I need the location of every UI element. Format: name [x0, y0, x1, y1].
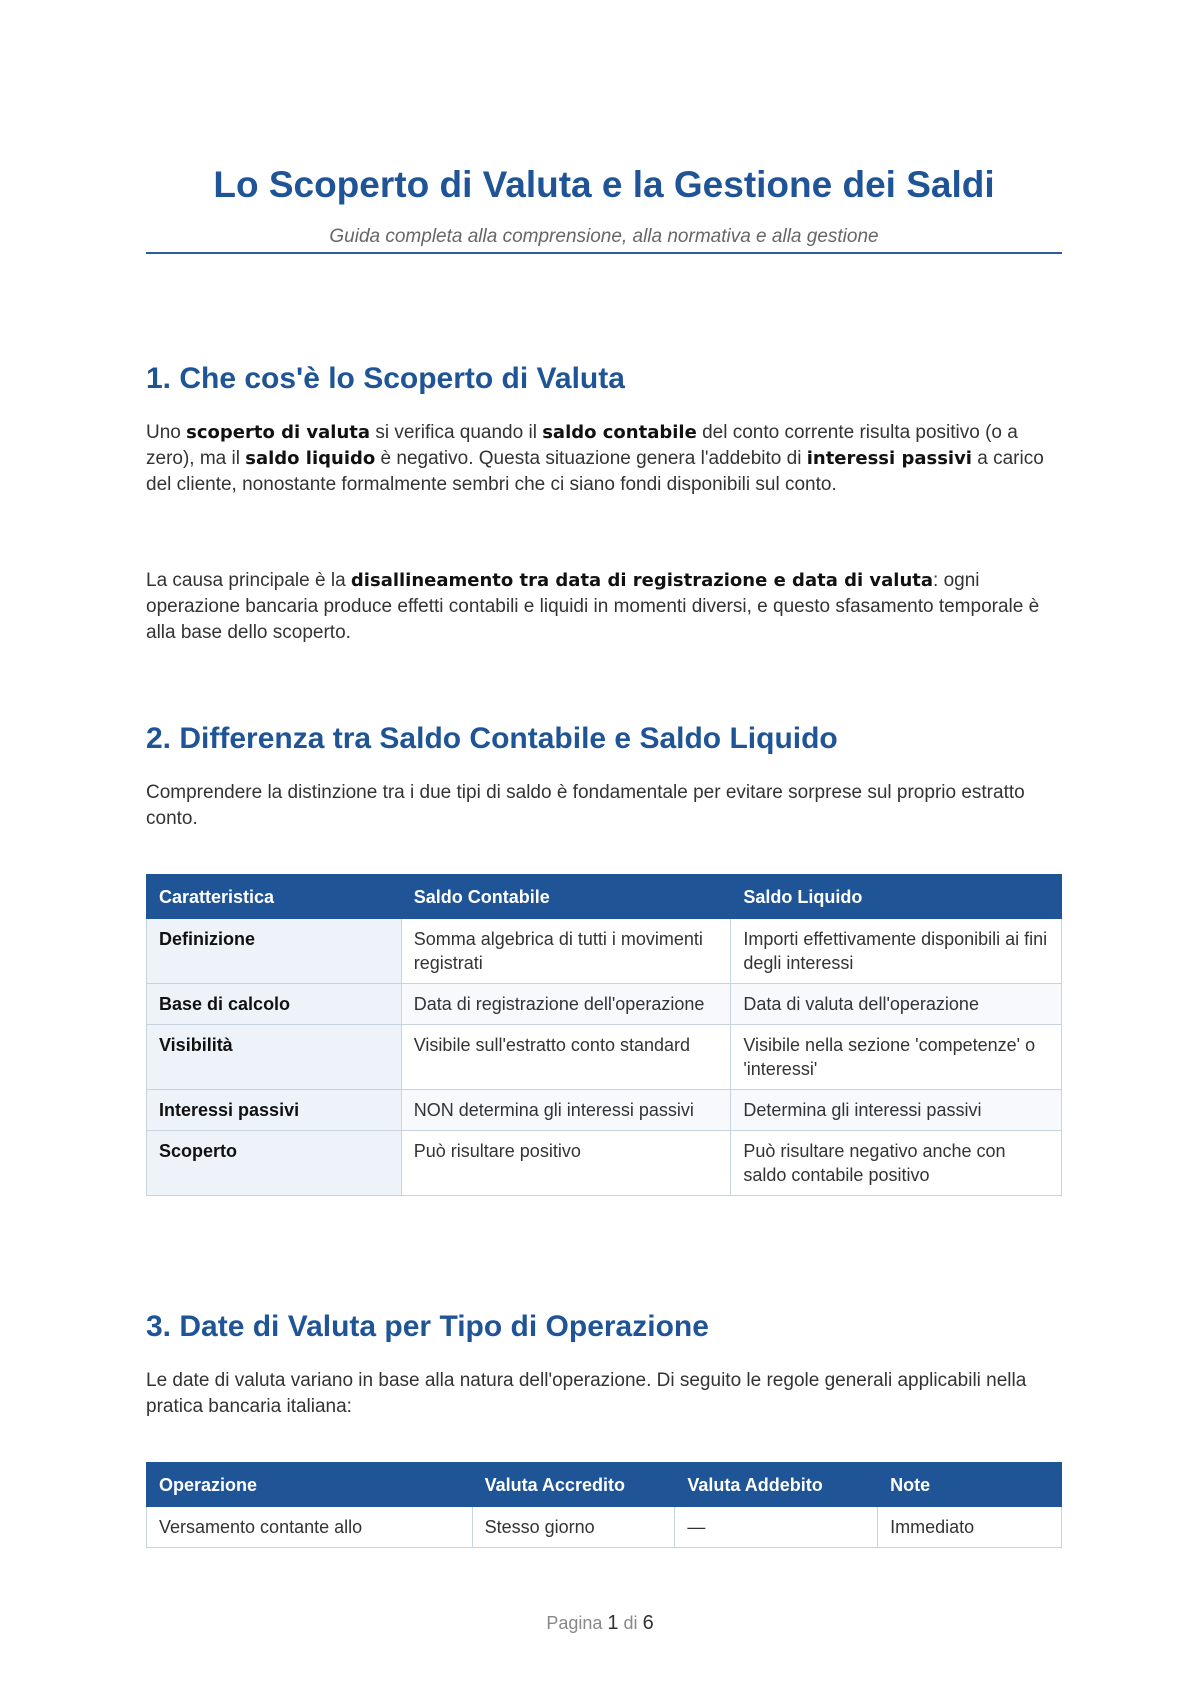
document-title: Lo Scoperto di Valuta e la Gestione dei Saldi — [213, 164, 995, 205]
table-header-cell: Valuta Accredito — [472, 1463, 675, 1507]
table-header-cell: Note — [878, 1463, 1062, 1507]
table-cell: Somma algebrica di tutti i movimenti registrati — [401, 919, 731, 984]
section3-intro: Le date di valuta variano in base alla natura dell'operazione. Di seguito le regole generali applicabili nella pratica bancaria italiana: — [146, 1370, 1027, 1417]
table-cell: Immediato — [878, 1507, 1062, 1548]
value-dates-table — [146, 1462, 1062, 1548]
page-footer — [0, 1612, 1200, 1635]
table-header-cell: Caratteristica — [147, 875, 402, 919]
title-divider — [146, 252, 1062, 254]
table-cell: Visibile sull'estratto conto standard — [401, 1025, 731, 1090]
table-row — [147, 984, 1062, 1025]
section-heading-3: 3. Date di Valuta per Tipo di Operazione — [146, 1310, 709, 1343]
section1-paragraph-1: Uno scoperto di valuta si verifica quando il saldo contabile del conto corrente risulta positivo (o a zero), ma il saldo liquido è negativo. Questa situazione genera l'addebito di interessi passivi a carico del cliente, nonostante formalmente sembri che ci siano fondi disponibili sul conto. — [146, 422, 1044, 495]
table-header-row — [147, 875, 1062, 919]
table-row — [147, 1025, 1062, 1090]
footer-current-page: 1 — [607, 1612, 619, 1634]
section-heading-2: 2. Differenza tra Saldo Contabile e Saldo Liquido — [146, 722, 838, 755]
row-label: Visibilità — [147, 1025, 402, 1090]
table-header-cell: Valuta Addebito — [675, 1463, 878, 1507]
table-cell: Stesso giorno — [472, 1507, 675, 1548]
section1-paragraph-2: La causa principale è la disallineamento tra data di registrazione e data di valuta: ogni operazione bancaria produce effetti contabili e liquidi in momenti diversi, e questo sfasamento temporale è alla base dello scoperto. — [146, 570, 1040, 643]
row-label: Interessi passivi — [147, 1090, 402, 1131]
document-subtitle: Guida completa alla comprensione, alla normativa e alla gestione — [329, 226, 879, 247]
table-row — [147, 919, 1062, 984]
table-cell: Visibile nella sezione 'competenze' o 'interessi' — [731, 1025, 1062, 1090]
table-header-cell: Operazione — [147, 1463, 473, 1507]
balance-comparison-table — [146, 874, 1062, 1196]
footer-separator: di — [623, 1613, 638, 1633]
table-cell: — — [675, 1507, 878, 1548]
table-cell: Data di valuta dell'operazione — [731, 984, 1062, 1025]
footer-prefix: Pagina — [546, 1613, 603, 1633]
table-cell: Data di registrazione dell'operazione — [401, 984, 731, 1025]
table-header-cell: Saldo Contabile — [401, 875, 731, 919]
table-cell: Può risultare negativo anche con saldo contabile positivo — [731, 1131, 1062, 1196]
table-header-cell: Saldo Liquido — [731, 875, 1062, 919]
table-row — [147, 1090, 1062, 1131]
section-heading-1: 1. Che cos'è lo Scoperto di Valuta — [146, 362, 625, 395]
table-cell: Può risultare positivo — [401, 1131, 731, 1196]
table-row — [147, 1131, 1062, 1196]
table-cell: Determina gli interessi passivi — [731, 1090, 1062, 1131]
table-cell: NON determina gli interessi passivi — [401, 1090, 731, 1131]
section2-intro: Comprendere la distinzione tra i due tipi di saldo è fondamentale per evitare sorprese sul proprio estratto conto. — [146, 782, 1025, 829]
table-header-row — [147, 1463, 1062, 1507]
table-cell: Versamento contante allo — [147, 1507, 473, 1548]
row-label: Scoperto — [147, 1131, 402, 1196]
row-label: Definizione — [147, 919, 402, 984]
table-cell: Importi effettivamente disponibili ai fini degli interessi — [731, 919, 1062, 984]
table-row — [147, 1507, 1062, 1548]
row-label: Base di calcolo — [147, 984, 402, 1025]
footer-total-pages: 6 — [642, 1612, 654, 1634]
